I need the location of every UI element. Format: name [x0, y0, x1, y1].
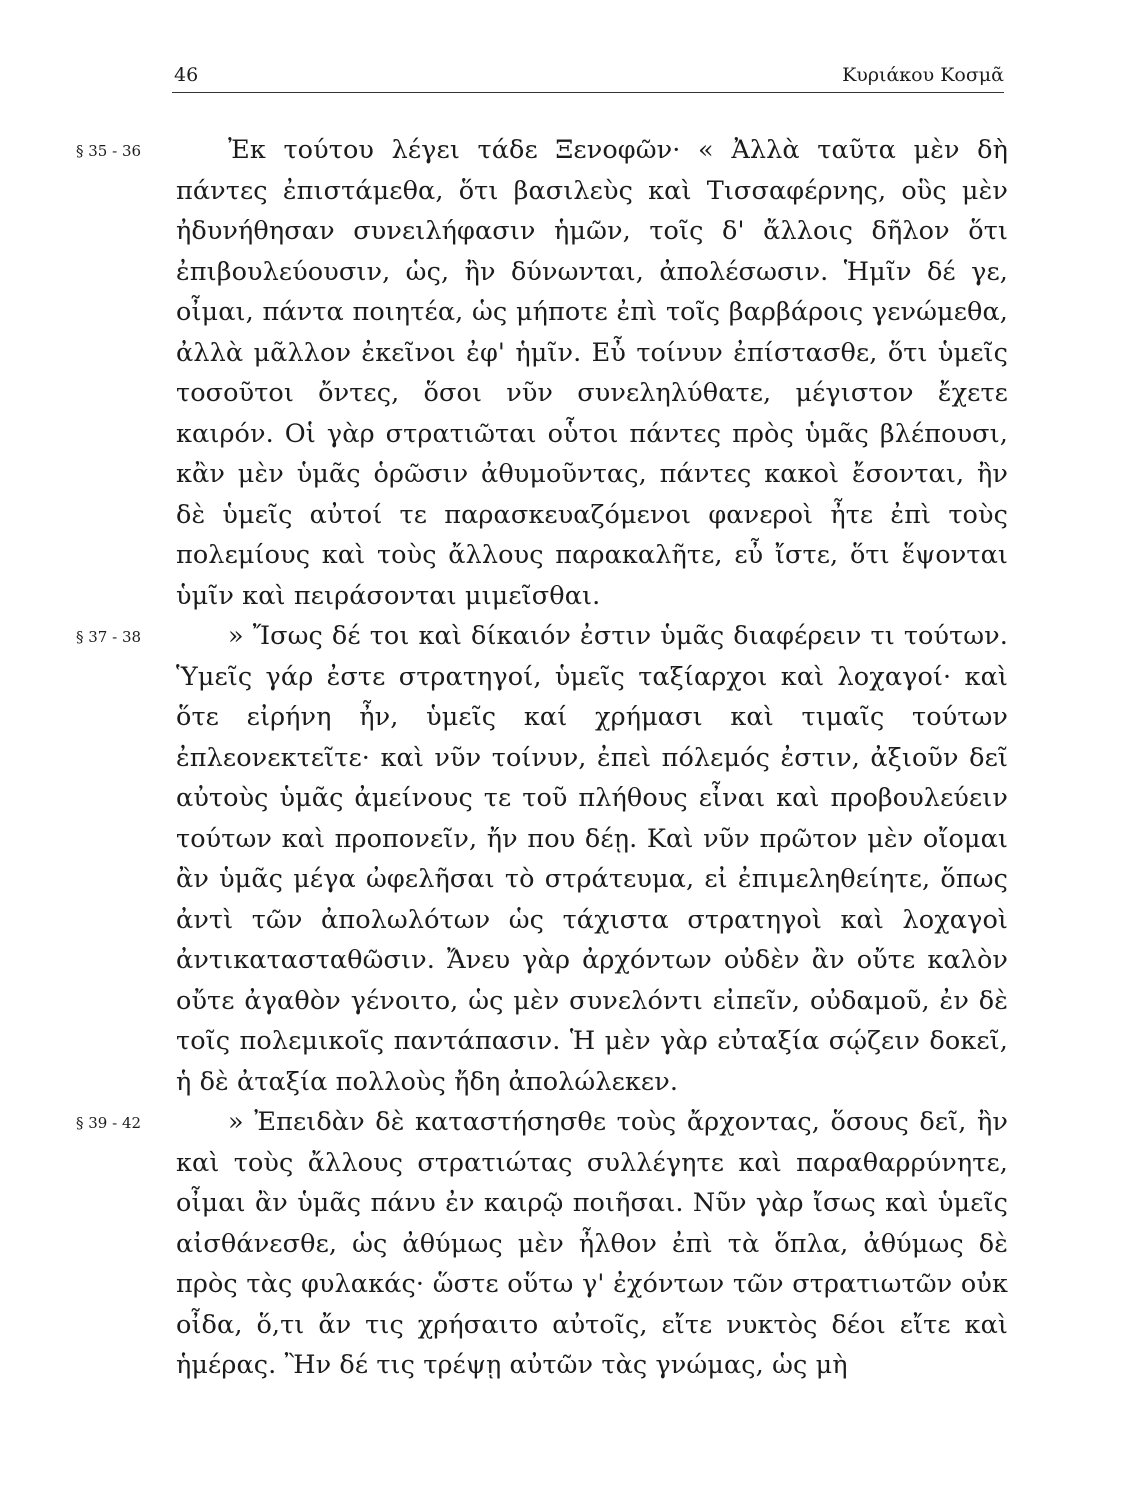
page-header	[172, 62, 1004, 93]
page-number: 46	[174, 64, 199, 86]
paragraph: Ἐκ τούτου λέγει τάδε Ξενοφῶν· « Ἀλλὰ ταῦτα μὲν δὴ πάντες ἐπιστάμεθα, ὅτι βασιλεὺς καὶ Τισσαφέρνης, οὓς μὲν ἠδυνήθησαν συνειλήφασιν ἡμῶν, τοῖς δ' ἄλλοις δῆλον ὅτι ἐπιβουλεύουσιν, ὡς, ἢν δύνωνται, ἀπολέσωσιν. Ἡμῖν δέ γε, οἶμαι, πάντα ποιητέα, ὡς μήποτε ἐπὶ τοῖς βαρβάροις γενώμεθα, ἀλλὰ μᾶλλον ἐκεῖνοι ἐφ' ἡμῖν. Εὖ τοίνυν ἐπίστασθε, ὅτι ὑμεῖς τοσοῦτοι ὄντες, ὅσοι νῦν συνεληλύθατε, μέγιστον ἔχετε καιρόν. Οἱ γὰρ στρατιῶται οὗτοι πάντες πρὸς ὑμᾶς βλέπουσι, κἂν μὲν ὑμᾶς ὁρῶσιν ἀθυμοῦντας, πάντες κακοὶ ἔσονται, ἢν δὲ ὑμεῖς αὐτοί τε παρασκευαζόμενοι φανεροὶ ἦτε ἐπὶ τοὺς πολεμίους καὶ τοὺς ἄλλους παρακαλῆτε, εὖ ἴστε, ὅτι ἕψονται ὑμῖν καὶ πειράσονται μιμεῖσθαι.	[176, 135, 1008, 611]
section-ref: § 39 - 42	[76, 1114, 142, 1132]
section-39-42	[76, 1102, 1008, 1386]
paragraph: » Ἐπειδὰν δὲ καταστήσησθε τοὺς ἄρχοντας, ὅσους δεῖ, ἢν καὶ τοὺς ἄλλους στρατιώτας συλλέγητε καὶ παραθαρρύνητε, οἶμαι ἂν ὑμᾶς πάνυ ἐν καιρῷ ποιῆσαι. Νῦν γὰρ ἴσως καὶ ὑμεῖς αἰσθάνεσθε, ὡς ἀθύμως μὲν ἦλθον ἐπὶ τὰ ὅπλα, ἀθύμως δὲ πρὸς τὰς φυλακάς· ὥστε οὕτω γ' ἐχόντων τῶν στρατιωτῶν οὐκ οἶδα, ὅ,τι ἄν τις χρήσαιτο αὐτοῖς, εἴτε νυκτὸς δέοι εἴτε καὶ ἡμέρας. Ἢν δέ τις τρέψῃ αὐτῶν τὰς γνώμας, ὡς μὴ	[176, 1107, 1008, 1380]
section-ref: § 35 - 36	[76, 142, 142, 160]
section-ref: § 37 - 38	[76, 628, 142, 646]
section-35-36	[76, 130, 1008, 616]
body-text	[76, 130, 1008, 1386]
running-title: Κυριάκου Κοσμᾶ	[842, 64, 1004, 86]
paragraph: » Ἴσως δέ τοι καὶ δίκαιόν ἐστιν ὑμᾶς διαφέρειν τι τούτων. Ὑμεῖς γάρ ἐστε στρατηγοί, ὑμεῖς ταξίαρχοι καὶ λοχαγοί· καὶ ὅτε εἰρήνη ἦν, ὑμεῖς καί χρήμασι καὶ τιμαῖς τούτων ἐπλεονεκτεῖτε· καὶ νῦν τοίνυν, ἐπεὶ πόλεμός ἐστιν, ἀξιοῦν δεῖ αὐτοὺς ὑμᾶς ἀμείνους τε τοῦ πλήθους εἶναι καὶ προβουλεύειν τούτων καὶ προπονεῖν, ἤν που δέῃ. Καὶ νῦν πρῶτον μὲν οἴομαι ἂν ὑμᾶς μέγα ὠφελῆσαι τὸ στράτευμα, εἰ ἐπιμεληθείητε, ὅπως ἀντὶ τῶν ἀπολωλότων ὡς τάχιστα στρατηγοὶ καὶ λοχαγοὶ ἀντικατασταθῶσιν. Ἄνευ γὰρ ἀρχόντων οὐδὲν ἂν οὔτε καλὸν οὔτε ἀγαθὸν γένοιτο, ὡς μὲν συνελόντι εἰπεῖν, οὐδαμοῦ, ἐν δὲ τοῖς πολεμικοῖς παντάπασιν. Ἡ μὲν γὰρ εὐταξία σῴζειν δοκεῖ, ἡ δὲ ἀταξία πολλοὺς ἤδη ἀπολώλεκεν.	[176, 621, 1008, 1097]
section-37-38	[76, 616, 1008, 1102]
